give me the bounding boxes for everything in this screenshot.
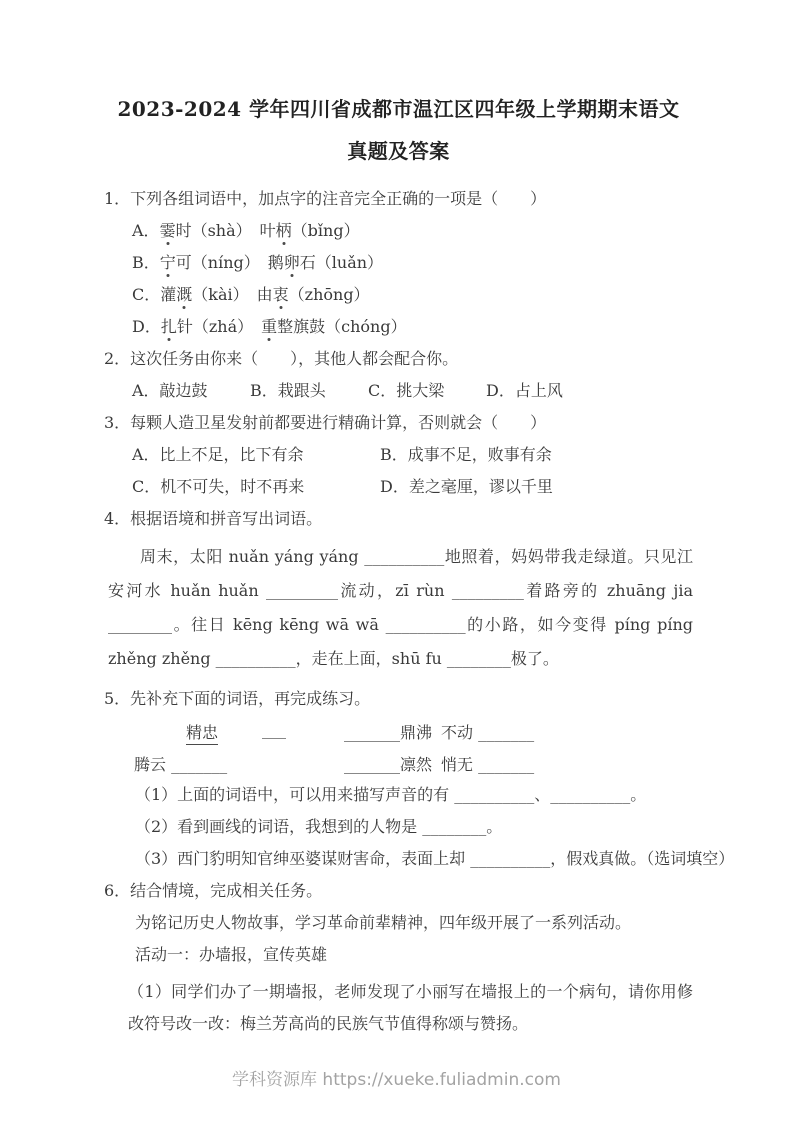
q5-sub-question-1: （1）上面的词语中，可以用来描写声音的有 __________、__________。 (135, 785, 647, 804)
q5-words-row-2 (104, 752, 693, 774)
q5-word-underlined: 精忠 (186, 720, 218, 745)
q3-options-row-2 (132, 476, 693, 498)
q1-option-b: B．宁可（níng） 鹅卵石（luǎn） (132, 253, 384, 272)
q3-options-row-1 (132, 444, 693, 466)
q1-option-a: A．霎时（shà） 叶柄（bǐng） (132, 221, 360, 240)
q5-word-budong: 不动 _______ (441, 723, 535, 742)
watermark-footer: 学科资源库 https://xueke.fuliadmin.com (232, 1070, 561, 1090)
q5-word-linran: _______凛然 (344, 755, 433, 774)
q2-options-row (132, 380, 693, 402)
q3-prompt: 3．每颗人造卫星发射前都要进行精确计算，否则就会（ ） (104, 413, 547, 432)
q3-option-d: D．差之毫厘，谬以千里 (380, 477, 553, 496)
q5-blank-short: ___ (262, 720, 286, 739)
q5-word-dingfei: _______鼎沸 (344, 723, 433, 742)
q5-sub-question-2: （2）看到画线的词语，我想到的人物是 ________。 (135, 817, 503, 836)
q3-option-a: A．比上不足，比下有余 (132, 445, 304, 464)
q1-option-c: C．灌溉（kài） 由衷（zhōng） (132, 285, 370, 304)
q2-prompt: 2．这次任务由你来（ ），其他人都会配合你。 (104, 349, 459, 368)
q6-prompt: 6．结合情境，完成相关任务。 (104, 881, 323, 900)
q6-intro: 为铭记历史人物故事，学习革命前辈精神，四年级开展了一系列活动。 (135, 913, 632, 932)
q2-option-c: C．挑大梁 (368, 381, 445, 400)
page-title-line-1: 2023-2024 学年四川省成都市温江区四年级上学期期末语文 (117, 97, 680, 121)
q5-word-qiaowu: 悄无 _______ (441, 755, 535, 774)
q1-prompt: 1．下列各组词语中，加点字的注音完全正确的一项是（ ） (104, 189, 547, 208)
q5-sub-question-3: （3）西门豹明知官绅巫婆谋财害命，表面上却 __________，假戏真做。（选词填空） (135, 849, 735, 868)
q2-option-d: D．占上风 (486, 381, 563, 400)
q2-option-a: A．敲边鼓 (132, 381, 208, 400)
q6-activity-1-heading: 活动一：办墙报，宣传英雄 (135, 945, 328, 964)
q1-option-d: D．扎针（zhá） 重整旗鼓（chóng） (132, 317, 407, 336)
q3-option-b: B．成事不足，败事有余 (380, 445, 552, 464)
page-title (104, 88, 693, 172)
q5-words-row-1 (104, 720, 693, 742)
q5-word-tengyun: 腾云 _______ (134, 755, 228, 774)
q4-fill-in-paragraph: 周末，太阳 nuǎn yáng yáng __________地照着，妈妈带我走绿道。只见江安河水 huǎn huǎn _________流动，zī rùn _________着路旁的 zhuāng jia ________。往日 kēng kēng wā wā __________的小路，如今变得 píng píng zhěng zhěng __________，走在上面，shū fu ________极了。 (108, 547, 693, 668)
q6-sub-question-1: （1）同学们办了一期墙报，老师发现了小丽写在墙报上的一个病句，请你用修改符号改一改：梅兰芳高尚的民族气节值得称颂与赞扬。 (128, 982, 693, 1033)
q5-prompt: 5．先补充下面的词语，再完成练习。 (104, 689, 371, 708)
q4-prompt: 4．根据语境和拼音写出词语。 (104, 509, 323, 528)
page-title-line-2: 真题及答案 (347, 139, 450, 163)
q2-option-b: B．栽跟头 (250, 381, 326, 400)
q3-option-c: C．机不可失，时不再来 (132, 477, 305, 496)
